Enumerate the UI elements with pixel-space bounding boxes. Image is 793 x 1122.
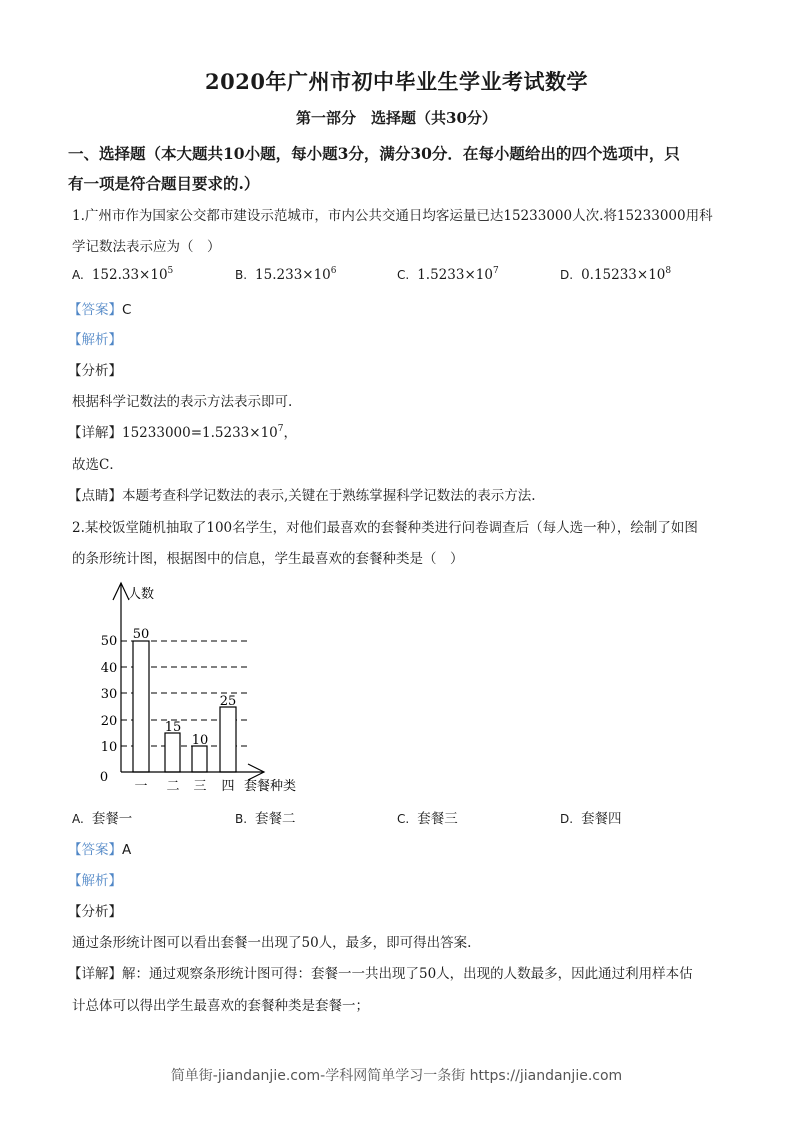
option-key: D. (560, 268, 574, 282)
q1-stem-line1: 1.广州市作为国家公交都市建设示范城市，市内公共交通日均客运量已达15233000人次.将15233000用科 (72, 208, 713, 224)
section-heading-line1: 一、选择题（本大题共10小题，每小题3分，满分30分．在每小题给出的四个选项中，只 (68, 144, 680, 163)
y-axis-label: 人数 (128, 587, 155, 602)
q2-option-a[interactable] (72, 807, 132, 827)
bar-2-value: 15 (164, 720, 182, 735)
bar-4 (220, 707, 236, 772)
bar-1 (133, 641, 149, 772)
q2-stem-line1: 2.某校饭堂随机抽取了100名学生，对他们最喜欢的套餐种类进行问卷调查后（每人选一种），绘制了如图 (72, 520, 698, 536)
option-exponent: 7 (492, 266, 499, 276)
ytick-30: 30 (100, 687, 118, 702)
option-text: 套餐一 (91, 811, 133, 827)
q2-jiexi-tag: 【解析】 (68, 873, 122, 889)
xiangjie-tag: 【详解】 (68, 966, 122, 982)
xtick-3: 三 (193, 779, 207, 794)
section-heading-line2: 有一项是符合题目要求的.） (68, 174, 260, 193)
option-key: D. (560, 812, 574, 826)
xtick-4: 四 (221, 779, 235, 794)
q2-xiangjie-line1 (68, 962, 693, 982)
q1-conclusion: 故选C． (72, 457, 123, 473)
page-title: 2020年广州市初中毕业生学业考试数学 (205, 69, 588, 94)
option-text: 套餐四 (581, 811, 622, 827)
xiangjie-exponent: 7 (277, 424, 284, 434)
option-key: C. (397, 268, 410, 282)
q1-jiexi-tag: 【解析】 (68, 332, 122, 348)
option-base: 1.5233×10 (417, 267, 493, 283)
ytick-10: 10 (100, 740, 118, 755)
option-exponent: 8 (665, 266, 672, 276)
xiangjie-formula: 15233000=1.5233×10 (122, 425, 278, 441)
answer-value: C (122, 302, 132, 318)
option-text: 套餐二 (255, 811, 296, 827)
option-key: A. (72, 812, 84, 826)
option-key: C. (397, 812, 410, 826)
bar-2 (165, 733, 180, 772)
x-axis-label: 套餐种类 (244, 779, 297, 794)
ytick-20: 20 (100, 714, 118, 729)
option-text: 套餐三 (417, 811, 458, 827)
dianjing-tag: 【点睛】 (68, 488, 122, 504)
xiangjie-tail: ， (283, 425, 297, 441)
xtick-1: 一 (134, 779, 148, 794)
ytick-50: 50 (100, 634, 118, 649)
answer-tag: 【答案】 (68, 302, 122, 318)
ytick-0: 0 (99, 770, 109, 785)
bar-3-value: 10 (191, 733, 209, 748)
answer-value: A (122, 842, 132, 858)
q2-option-d[interactable] (560, 807, 622, 827)
bar-4-value: 25 (219, 694, 237, 709)
q1-fenxi-tag: 【分析】 (68, 363, 122, 379)
bar-1-value: 50 (132, 627, 150, 642)
option-base: 152.33×10 (91, 267, 168, 283)
q1-stem-line2: 学记数法表示应为（ ） (72, 239, 221, 255)
option-exponent: 6 (330, 266, 337, 276)
bar-3 (192, 746, 207, 772)
xiangjie-text: 解：通过观察条形统计图可得：套餐一一共出现了50人，出现的人数最多，因此通过利用样本估 (122, 966, 693, 982)
option-exponent: 5 (167, 266, 174, 276)
option-base: 15.233×10 (255, 267, 331, 283)
option-key: B. (235, 268, 248, 282)
q2-option-b[interactable] (235, 807, 296, 827)
q2-option-c[interactable] (397, 807, 458, 827)
option-key: A. (72, 268, 84, 282)
footer-watermark: 简单街-jiandanjie.com-学科网简单学习一条街 https://jiandanjie.com (170, 1068, 623, 1084)
answer-tag: 【答案】 (68, 842, 122, 858)
q2-answer (68, 838, 131, 858)
q1-fenxi-text: 根据科学记数法的表示方法表示即可. (72, 394, 293, 410)
xiangjie-tag: 【详解】 (68, 425, 122, 441)
q2-stem-line2: 的条形统计图，根据图中的信息，学生最喜欢的套餐种类是（ ） (72, 551, 464, 567)
q2-fenxi-tag: 【分析】 (68, 904, 122, 920)
ytick-40: 40 (100, 661, 118, 676)
dianjing-text: 本题考查科学记数法的表示,关键在于熟练掌握科学记数法的表示方法. (122, 488, 536, 504)
xtick-2: 二 (166, 779, 180, 794)
option-base: 0.15233×10 (581, 267, 666, 283)
part-subtitle: 第一部分 选择题（共30分） (296, 109, 497, 127)
q2-xiangjie-line2: 计总体可以得出学生最喜欢的套餐种类是套餐一； (72, 998, 369, 1014)
option-key: B. (235, 812, 248, 826)
q2-fenxi-text: 通过条形统计图可以看出套餐一出现了50人，最多，即可得出答案. (72, 935, 472, 951)
